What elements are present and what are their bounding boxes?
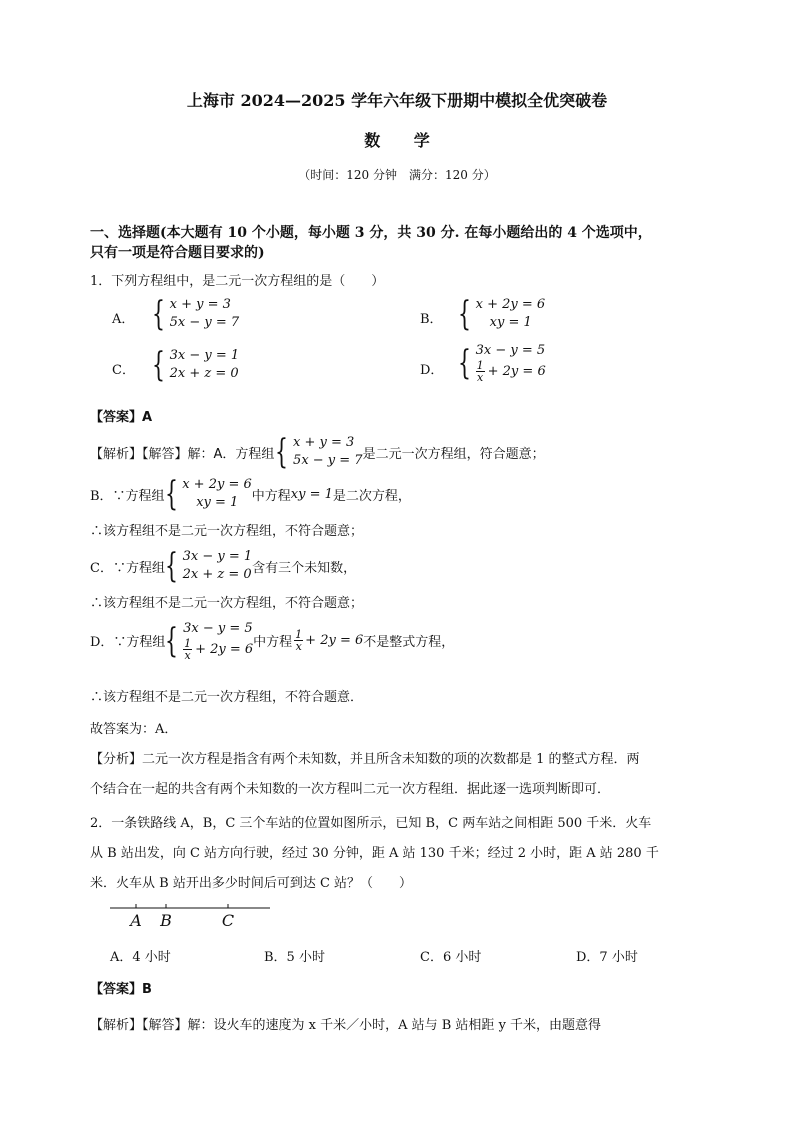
- time-note: （时间：120 分钟 满分：120 分）: [298, 168, 496, 182]
- q1-option-b-system: { x + 2y = 6 xy = 1: [458, 294, 546, 334]
- brace-icon: {: [164, 546, 178, 586]
- q1-conclusion: 故答案为：A．: [90, 722, 178, 737]
- q1-option-c-label: C．: [112, 363, 135, 378]
- brace-icon: {: [152, 294, 165, 334]
- railway-diagram: [100, 900, 280, 932]
- q2-option-d: D．7 小时: [576, 950, 638, 965]
- brace-icon: {: [458, 294, 471, 334]
- question-2-line3: 米．火车从 B 站开出多少时间后可到达 C 站？（ ）: [90, 876, 413, 891]
- q1-not-fit-3: ∴该方程组不是二元一次方程组，不符合题意．: [90, 690, 364, 705]
- station-b-label: B: [160, 911, 172, 930]
- q1-analysis-a: 【解析】【解答】解：A．方程组 { x + y = 3 5x − y = 7 是二元一次方程组，符合题意；: [90, 432, 545, 472]
- question-2-line1: 2．一条铁路线 A，B，C 三个车站的位置如图所示，已知 B，C 两车站之间相距 500 千米．火车: [90, 816, 652, 831]
- q2-analysis: 【解析】【解答】解：设火车的速度为 x 千米／小时，A 站与 B 站相距 y 千米，由题意得: [90, 1018, 602, 1033]
- brace-icon: {: [165, 620, 179, 661]
- brace-icon: {: [164, 474, 178, 514]
- q1-option-c-system: { 3x − y = 1 2x + z = 0: [152, 345, 240, 385]
- page-title: 上海市 2024—2025 学年六年级下册期中模拟全优突破卷: [186, 91, 608, 110]
- q2-option-c: C．6 小时: [420, 950, 482, 965]
- q1-analysis-b: B．∵方程组 { x + 2y = 6 xy = 1 中方程 xy = 1 是二次方程，: [90, 474, 411, 514]
- q1-analysis-d: D．∵方程组 { 3x − y = 5 $\frac{1}{x}$ + 2y = 6 中方程 $\frac{1}{x}$ + 2y = 6 不是整式方程，: [90, 620, 455, 662]
- section-heading-line2: 只有一项是符合题目要求的): [90, 245, 265, 261]
- q1-not-fit-2: ∴该方程组不是二元一次方程组，不符合题意；: [90, 596, 364, 611]
- section-heading-line1: 一、选择题(本大题有 10 个小题，每小题 3 分，共 30 分. 在每小题给出的 4 个选项中，: [90, 225, 652, 241]
- brace-icon: {: [275, 432, 289, 472]
- q1-analysis-c: C．∵方程组 { 3x − y = 1 2x + z = 0 含有三个未知数，: [90, 546, 357, 586]
- q2-option-b: B．5 小时: [264, 950, 325, 965]
- question-2-line2: 从 B 站出发，向 C 站方向行驶，经过 30 分钟，距 A 站 130 千米；经过 2 小时，距 A 站 280 千: [90, 846, 659, 861]
- brace-icon: {: [458, 342, 471, 383]
- question-1-stem: 1．下列方程组中，是二元一次方程组的是（ ）: [90, 274, 385, 289]
- subject-title: 数 学: [364, 131, 444, 150]
- q1-fenxi-line2: 个结合在一起的共含有两个未知数的一次方程叫二元一次方程组．据此逐一选项判断即可．: [90, 782, 611, 797]
- station-a-label: A: [130, 911, 142, 930]
- q2-answer: 【答案】B: [90, 982, 152, 997]
- q1-option-d-label: D．: [420, 363, 444, 378]
- q1-option-a-label: A．: [112, 312, 135, 327]
- station-c-label: C: [221, 911, 235, 930]
- q1-answer: 【答案】A: [90, 410, 153, 425]
- q1-option-a-system: { x + y = 3 5x − y = 7: [152, 294, 240, 334]
- q1-fenxi-line1: 【分析】二元一次方程是指含有两个未知数，并且所含未知数的项的次数都是 1 的整式方程．两: [90, 752, 640, 767]
- brace-icon: {: [152, 345, 165, 385]
- q1-option-b-label: B．: [420, 312, 443, 327]
- q1-not-fit-1: ∴该方程组不是二元一次方程组，不符合题意；: [90, 524, 364, 539]
- q1-option-d-system: { 3x − y = 5 $\frac{1}{x}$ + 2y = 6: [458, 342, 546, 384]
- q2-option-a: A．4 小时: [110, 950, 171, 965]
